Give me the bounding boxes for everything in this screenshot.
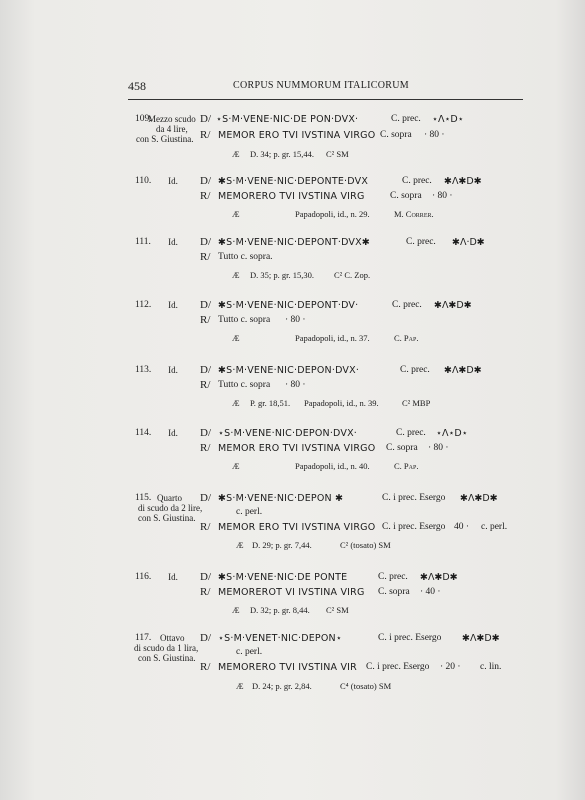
obverse-label: D/ <box>200 364 211 376</box>
entry-number: 116. <box>135 572 152 582</box>
obverse-mark: ✱Λ✱D✱ <box>460 493 498 504</box>
reference: Papadopoli, id., n. 37. <box>295 333 370 343</box>
collection: M. Correr. <box>394 209 434 219</box>
weight-info: P. gr. 18,51. <box>250 398 291 408</box>
obverse-mark: ✱Λ✱D✱ <box>420 572 458 583</box>
reference: Papadopoli, id., n. 29. <box>295 209 370 219</box>
obverse-note: C. prec. <box>391 114 421 124</box>
header-rule <box>128 99 523 100</box>
rarity-location: C² C. Zop. <box>334 270 371 280</box>
reverse-mark: · 80 · <box>285 315 306 325</box>
reverse-note: C. sopra <box>386 443 418 453</box>
weight-info: D. 34; p. gr. 15,44. <box>250 149 314 159</box>
reverse-mark: · 80 · <box>285 380 306 390</box>
metal-symbol: Æ <box>232 461 240 471</box>
reverse-note: Tutto c. sopra <box>218 380 271 390</box>
metal-symbol: Æ <box>232 209 240 219</box>
reverse-note: C. sopra <box>390 191 422 201</box>
reverse-label: R/ <box>200 379 211 391</box>
running-title: CORPUS NUMMORUM ITALICORUM <box>233 80 409 91</box>
reference: Papadopoli, id., n. 40. <box>295 461 370 471</box>
entry-number: 115. <box>135 493 152 503</box>
obverse-label: D/ <box>200 175 211 187</box>
obverse-note: C. prec. <box>378 572 408 582</box>
obverse-mark: ⋆Λ⋆D⋆ <box>432 114 464 125</box>
metal-symbol: Æ <box>236 681 244 691</box>
reverse-mark: · 80 · <box>432 191 453 201</box>
rarity-location: C² SM <box>326 149 349 159</box>
reverse-label: R/ <box>200 190 211 202</box>
obverse-legend: ✱S·M·VENE·NIC·DE PONTE <box>218 572 348 583</box>
entry-number: 112. <box>135 300 152 310</box>
reverse-note: C. i prec. Esergo <box>366 662 430 672</box>
metal-symbol: Æ <box>236 540 244 550</box>
collection: C. Pap. <box>394 461 419 471</box>
rarity-location: C⁴ (tosato) SM <box>340 681 392 691</box>
reverse-legend: MEMOR ERO TVI IVSTINA VIRGO <box>218 443 376 454</box>
obverse-note-2: c. perl. <box>236 647 263 657</box>
entry-description: Id. <box>168 365 178 375</box>
obverse-label: D/ <box>200 236 211 248</box>
entry-description: Id. <box>168 572 178 582</box>
obverse-note: C. prec. <box>402 176 432 186</box>
obverse-mark: ✱Λ✱D✱ <box>444 365 482 376</box>
reverse-legend: MEMOREROT VI IVSTINA VIRG <box>218 587 365 598</box>
obverse-mark: ✱Λ·D✱ <box>452 237 485 248</box>
reverse-note: C. sopra <box>380 130 412 140</box>
entry-number: 113. <box>135 365 152 375</box>
weight-info: D. 32; p. gr. 8,44. <box>250 605 310 615</box>
metal-symbol: Æ <box>232 398 240 408</box>
page-number: 458 <box>128 79 146 93</box>
obverse-note-2: c. perl. <box>236 507 263 517</box>
entry-number: 114. <box>135 428 152 438</box>
obverse-note: C. prec. <box>400 365 430 375</box>
weight-info: D. 35; p. gr. 15,30. <box>250 270 314 280</box>
reverse-label: R/ <box>200 129 211 141</box>
obverse-label: D/ <box>200 113 211 125</box>
rarity-location: C² SM <box>326 605 349 615</box>
obverse-legend: ✱S·M·VENE·NIC·DEPONTE·DVX <box>218 176 369 187</box>
reverse-mark: · 80 · <box>428 443 449 453</box>
page-header <box>0 79 585 95</box>
obverse-label: D/ <box>200 427 211 439</box>
reverse-mark: 40 · <box>454 522 470 532</box>
reverse-note: C. i prec. Esergo <box>382 522 446 532</box>
obverse-legend: ✱S·M·VENE·NIC·DEPON ✱ <box>218 493 344 504</box>
reverse-note: Tutto c. sopra. <box>218 252 273 262</box>
weight-info: D. 24; p. gr. 2,84. <box>252 681 312 691</box>
reverse-mark: · 80 · <box>424 130 445 140</box>
entry-number: 110. <box>135 176 152 186</box>
reverse-note-2: c. perl. <box>481 522 508 532</box>
reverse-mark: · 20 · <box>440 662 461 672</box>
collection: C. Pap. <box>394 333 419 343</box>
reverse-legend: MEMOR ERO TVI IVSTINA VIRGO <box>218 130 376 141</box>
rarity-location: C² (tosato) SM <box>340 540 391 550</box>
obverse-mark: ✱Λ✱D✱ <box>462 633 500 644</box>
obverse-mark: ✱Λ✱D✱ <box>434 300 472 311</box>
reverse-label: R/ <box>200 661 211 673</box>
obverse-note: C. prec. <box>396 428 426 438</box>
entry-description: Id. <box>168 237 178 247</box>
reverse-mark: · 40 · <box>420 587 441 597</box>
reverse-legend: MEMORERO TVI IVSTINA VIR <box>218 662 357 673</box>
entry-description: Mezzo scudo da 4 lire, con S. Giustina. <box>136 114 196 144</box>
reverse-label: R/ <box>200 251 211 263</box>
reverse-label: R/ <box>200 314 211 326</box>
obverse-label: D/ <box>200 632 211 644</box>
reverse-label: R/ <box>200 521 211 533</box>
entry-number: 109. <box>135 114 152 124</box>
obverse-legend: ⋆S·M·VENET·NIC·DEPON⋆ <box>218 633 342 644</box>
entry-number: 111. <box>135 237 151 247</box>
reverse-note: Tutto c. sopra <box>218 315 271 325</box>
entry-description: Id. <box>168 176 178 186</box>
obverse-note: C. prec. <box>406 237 436 247</box>
reverse-legend: MEMORERO TVI IVSTINA VIRG <box>218 191 365 202</box>
metal-symbol: Æ <box>232 605 240 615</box>
obverse-legend: ✱S·M·VENE·NIC·DEPONT·DV· <box>218 300 359 311</box>
entry-description: Ottavo di scudo da 1 lira, con S. Giustina. <box>134 633 199 663</box>
metal-symbol: Æ <box>232 149 240 159</box>
rarity-location: C² MBP <box>402 398 431 408</box>
reverse-note-2: c. lin. <box>480 662 502 672</box>
obverse-label: D/ <box>200 571 211 583</box>
obverse-label: D/ <box>200 299 211 311</box>
reverse-note: C. sopra <box>378 587 410 597</box>
reverse-label: R/ <box>200 586 211 598</box>
obverse-legend: ✱S·M·VENE·NIC·DEPONT·DVX✱ <box>218 237 370 248</box>
obverse-legend: ⋆S·M·VENE·NIC·DEPON·DVX· <box>218 428 358 439</box>
metal-symbol: Æ <box>232 333 240 343</box>
obverse-mark: ⋆Λ⋆D⋆ <box>436 428 468 439</box>
obverse-legend: ⋆S·M·VENE·NIC·DE PON·DVX· <box>216 114 359 125</box>
reverse-label: R/ <box>200 442 211 454</box>
entry-description: Quarto di scudo da 2 lire, con S. Giustina. <box>138 493 203 523</box>
entry-description: Id. <box>168 300 178 310</box>
obverse-mark: ✱Λ✱D✱ <box>444 176 482 187</box>
entry-description: Id. <box>168 428 178 438</box>
obverse-note: C. i prec. Esergo <box>382 493 446 503</box>
obverse-label: D/ <box>200 492 211 504</box>
obverse-legend: ✱S·M·VENE·NIC·DEPON·DVX· <box>218 365 360 376</box>
reverse-legend: MEMOR ERO TVI IVSTINA VIRGO <box>218 522 376 533</box>
reference: Papadopoli, id., n. 39. <box>304 398 379 408</box>
entry-number: 117. <box>135 633 152 643</box>
weight-info: D. 29; p. gr. 7,44. <box>252 540 312 550</box>
obverse-note: C. prec. <box>392 300 422 310</box>
metal-symbol: Æ <box>232 270 240 280</box>
obverse-note: C. i prec. Esergo <box>378 633 442 643</box>
